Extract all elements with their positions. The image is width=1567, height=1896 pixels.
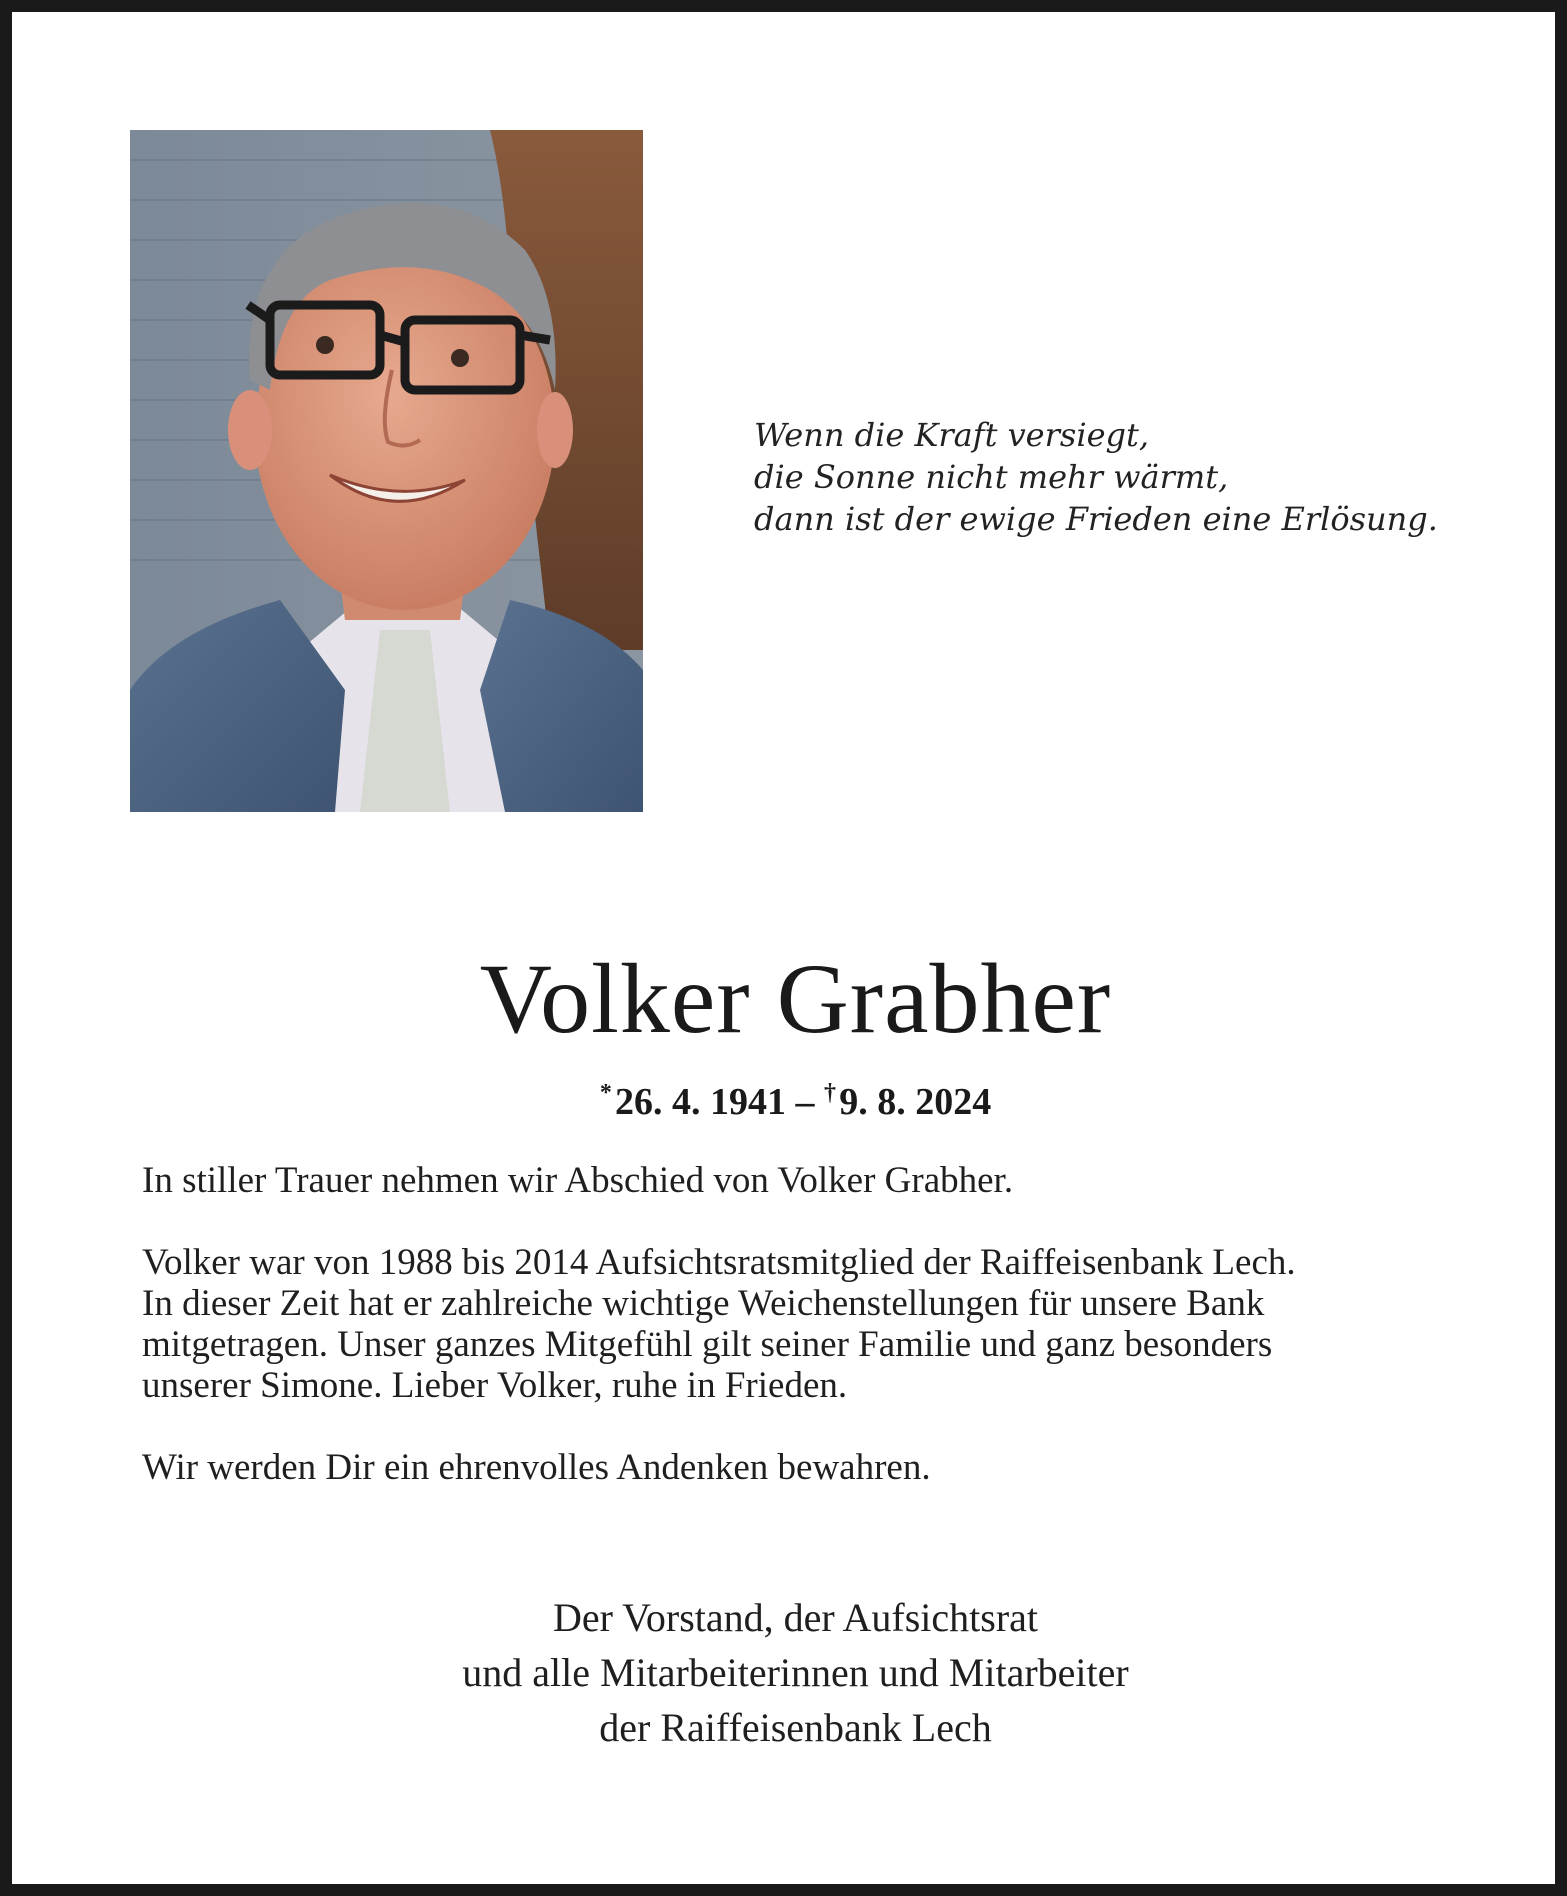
obituary-text: [142, 1160, 1462, 1529]
quote: [754, 414, 1438, 540]
birth-symbol: *: [599, 1080, 612, 1106]
portrait-image: [130, 130, 643, 812]
birth-date: 26. 4. 1941: [615, 1081, 786, 1123]
quote-line: Wenn die Kraft versiegt,: [754, 416, 1150, 454]
signature-block: [12, 1590, 1567, 1755]
closing-paragraph: Wir werden Dir ein ehrenvolles Andenken bewahren.: [142, 1447, 931, 1488]
portrait-photo: [130, 130, 643, 812]
paragraph-line: Volker war von 1988 bis 2014 Aufsichtsratsmitglied der Raiffeisenbank Lech.: [142, 1242, 1296, 1283]
main-paragraph: [142, 1242, 1462, 1406]
paragraph-line: unserer Simone. Lieber Volker, ruhe in Frieden.: [142, 1365, 848, 1406]
paragraph-line: mitgetragen. Unser ganzes Mitgefühl gilt seiner Familie und ganz besonders: [142, 1324, 1273, 1365]
paragraph-line: In dieser Zeit hat er zahlreiche wichtige Weichenstellungen für unsere Bank: [142, 1283, 1265, 1324]
life-dates: [12, 1070, 1567, 1125]
date-separator: –: [786, 1081, 824, 1123]
signature-line: und alle Mitarbeiterinnen und Mitarbeiter: [462, 1650, 1129, 1695]
quote-line: dann ist der ewige Frieden eine Erlösung.: [754, 500, 1438, 538]
signature-line: Der Vorstand, der Aufsichtsrat: [552, 1595, 1039, 1640]
death-date: 9. 8. 2024: [839, 1081, 992, 1123]
intro-paragraph: In stiller Trauer nehmen wir Abschied von Volker Grabher.: [142, 1160, 1014, 1201]
signature-line: der Raiffeisenbank Lech: [599, 1705, 992, 1750]
quote-line: die Sonne nicht mehr wärmt,: [754, 458, 1229, 496]
death-symbol: †: [824, 1080, 836, 1106]
deceased-name: Volker Grabher: [479, 943, 1112, 1054]
